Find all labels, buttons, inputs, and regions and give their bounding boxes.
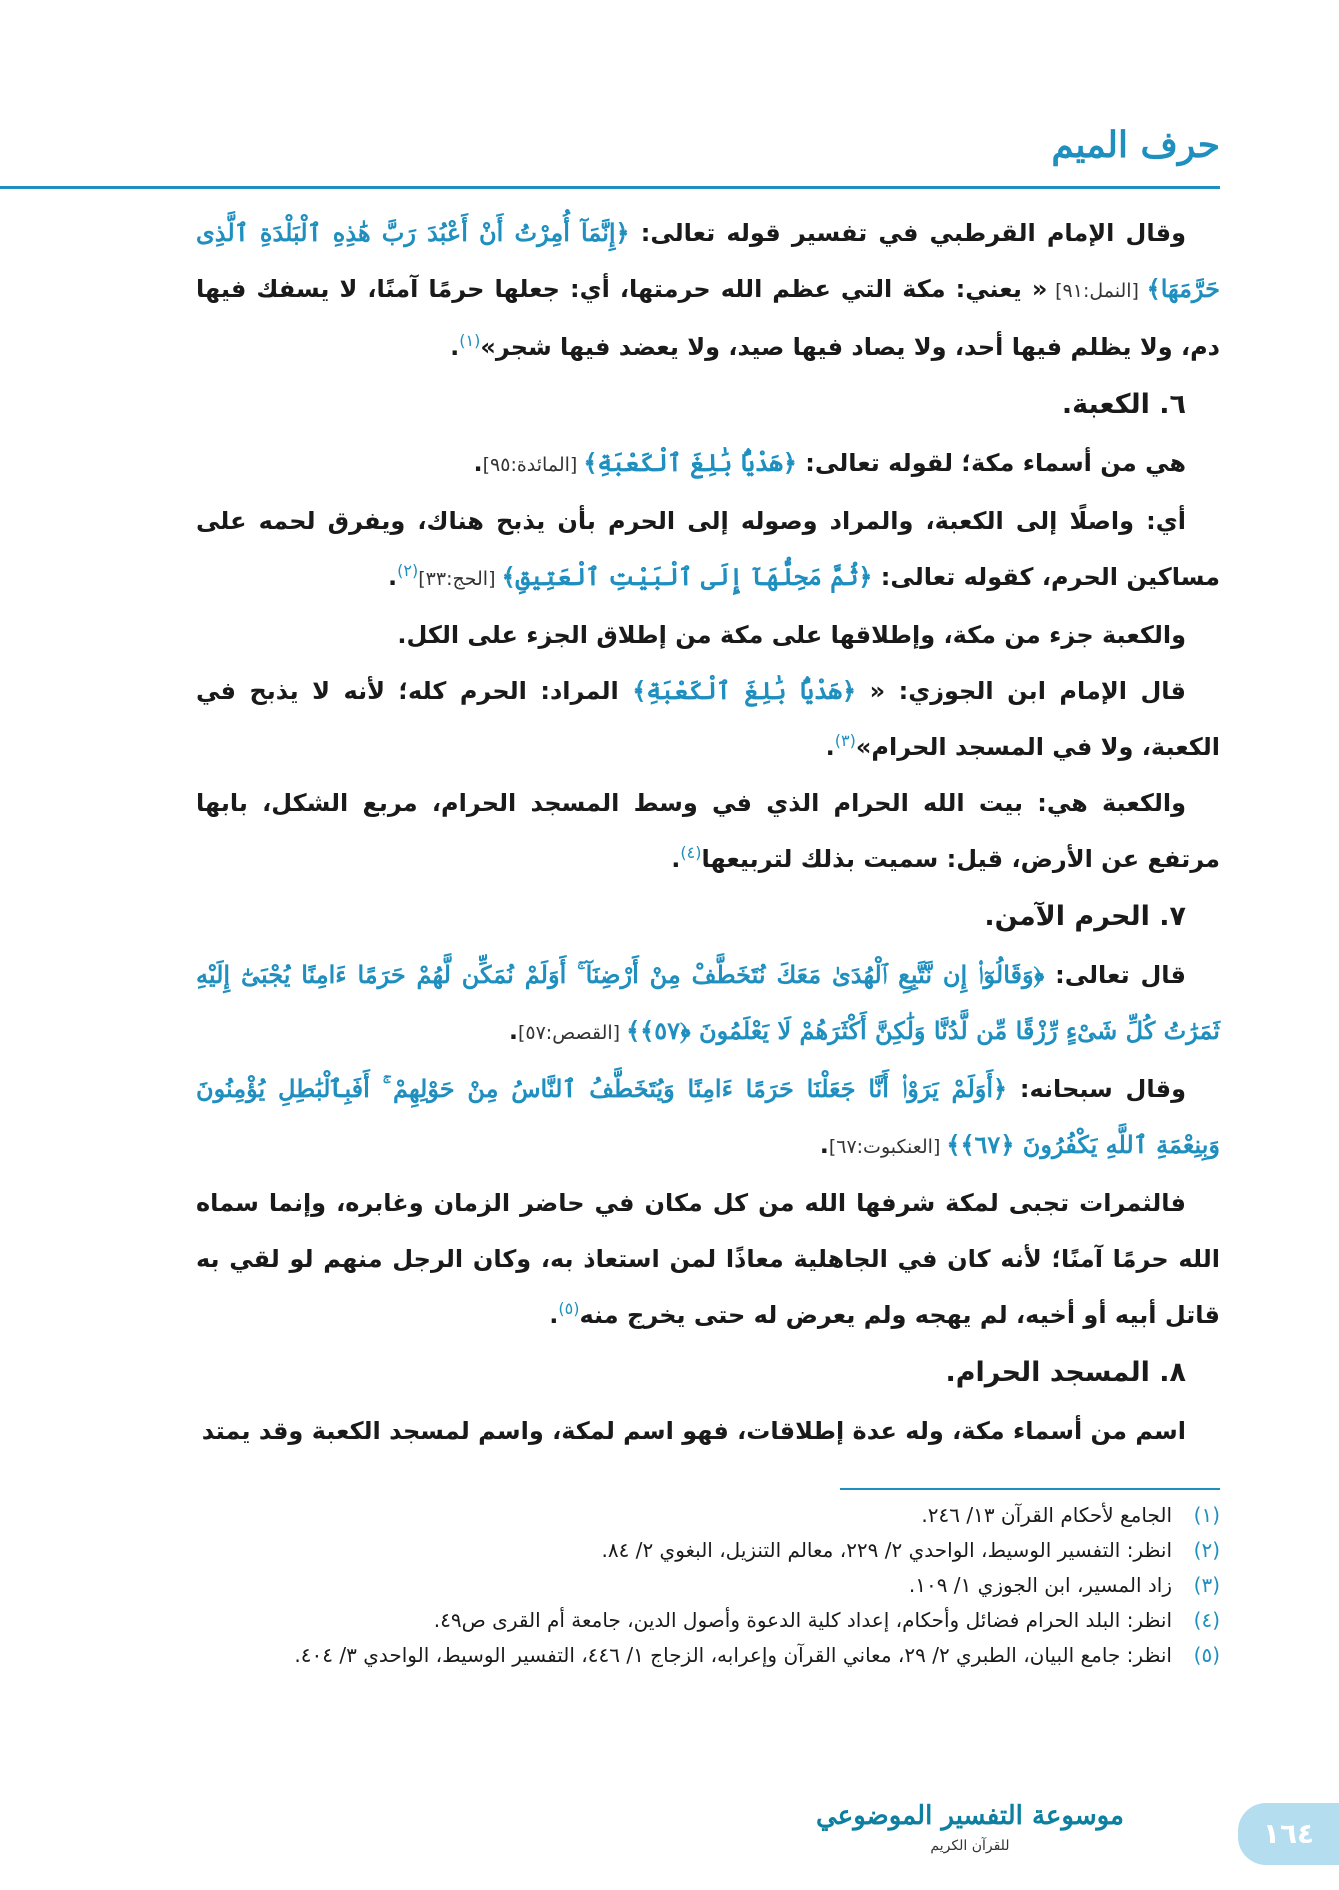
paragraph-ankabut-verse (196, 1061, 1220, 1175)
footnote-number: (٤) (1193, 1608, 1220, 1632)
paragraph-kaaba-name (196, 435, 1220, 493)
quran-verse: ﴿وَقَالُوٓا۟ إِن نَّتَّبِعِ ٱلْهُدَىٰ مَعَكَ نُتَخَطَّفْ مِنْ أَرْضِنَآ ۚ أَوَلَمْ نُمَكِّن لَّهُمْ حَرَمًا ءَامِنًا يُجْبَىٰٓ إِلَيْهِ ثَمَرَٰتُ كُلِّ شَىْءٍ رِّزْقًا مِّن لَّدُنَّا وَلَٰكِنَّ أَكْثَرَهُمْ لَا يَعْلَمُونَ ﴿٥٧﴾﴾ (196, 960, 1220, 1045)
footnote-number: (٣) (1193, 1573, 1220, 1597)
paragraph-kaaba-desc (196, 775, 1220, 887)
footnote-text: انظر: البلد الحرام فضائل وأحكام، إعداد كلية الدعوة وأصول الدين، جامعة أم القرى ص٤٩. (433, 1608, 1172, 1632)
quran-verse: ﴿إِنَّمَآ أُمِرْتُ أَنْ أَعْبُدَ رَبَّ هَٰذِهِ ٱلْبَلْدَةِ ٱلَّذِى حَرَّمَهَا﴾ (196, 218, 1221, 303)
encyclopedia-logo (760, 1795, 1180, 1869)
footnote-divider (840, 1488, 1220, 1490)
footnotes (196, 1500, 1220, 1675)
text: فالثمرات تجبى لمكة شرفها الله من كل مكان في حاضر الزمان وغابره، وإنما سماه الله حرمًا آمنًا؛ لأنه كان في الجاهلية معاذًا لمن استعاذ به، وكان الرجل منهم لو لقي به قاتل أبيه أو أخيه، لم يهجه ولم يعرض له حتى يخرج منه (196, 1189, 1220, 1329)
quran-verse: ﴿أَوَلَمْ يَرَوْا۟ أَنَّا جَعَلْنَا حَرَمًا ءَامِنًا وَيُتَخَطَّفُ ٱلنَّاسُ مِنْ حَوْلِهِمْ ۚ أَفَبِٱلْبَٰطِلِ يُؤْمِنُونَ وَبِنِعْمَةِ ٱللَّهِ يَكْفُرُونَ ﴿٦٧﴾﴾ (196, 1074, 1220, 1159)
text: . (549, 1301, 559, 1329)
footnote-marker: (٥) (558, 1299, 580, 1318)
text: . (388, 563, 398, 591)
footnote-number: (١) (1193, 1503, 1220, 1527)
verse-reference: [المائدة:٩٥] (482, 454, 584, 476)
footnote-marker: (٢) (397, 561, 419, 580)
quran-verse: ﴿ثُمَّ مَحِلُّهَآ إِلَى ٱلْبَيْتِ ٱلْعَتِيقِ﴾ (501, 562, 873, 591)
quran-verse: ﴿هَدْيًۢا بَٰلِغَ ٱلْكَعْبَةِ﴾ (583, 448, 797, 477)
text: قال الإمام ابن الجوزي: « (856, 677, 1187, 705)
text: . (450, 333, 460, 361)
text: « يعني: مكة التي عظم الله حرمتها، أي: جعلها حرمًا آمنًا، لا يسفك فيها دم، ولا يظلم فيها أحد، ولا يصاد فيها صيد، ولا يعضد فيها شجر» (196, 275, 1220, 361)
paragraph-ibn-jawzi (196, 663, 1220, 775)
footnote-item (196, 1640, 1220, 1671)
paragraph-kaaba-part: والكعبة جزء من مكة، وإطلاقها على مكة من إطلاق الجزء على الكل. (397, 621, 1186, 649)
page-number: ١٦٤ (1238, 1803, 1339, 1865)
footnote-item (196, 1535, 1220, 1566)
footnote-marker: (٤) (680, 843, 702, 862)
chapter-title: حرف الميم (1051, 124, 1220, 166)
footnote-text: انظر: جامع البيان، الطبري ٢/ ٢٩، معاني القرآن وإعرابه، الزجاج ١/ ٤٤٦، التفسير الوسيط، الواحدي ٣/ ٤٠٤. (294, 1643, 1172, 1667)
text: والكعبة هي: بيت الله الحرام الذي في وسط المسجد الحرام، مربع الشكل، بابها مرتفع عن الأرض، قيل: سميت بذلك لتربيعها (196, 789, 1220, 873)
text: . (671, 845, 681, 873)
footnote-item (196, 1605, 1220, 1636)
section-heading-haram: ٧. الحرم الآمن. (984, 901, 1186, 932)
verse-reference: [الحج:٣٣] (418, 568, 502, 590)
footnote-marker: (٣) (834, 731, 856, 750)
section-heading-masjid: ٨. المسجد الحرام. (945, 1357, 1186, 1388)
logo-title: موسوعة التفسير الموضوعي (816, 1801, 1124, 1831)
text: . (473, 449, 483, 477)
footnote-item (196, 1570, 1220, 1601)
paragraph-kaaba-meaning (196, 493, 1220, 607)
quran-verse: ﴿هَدْيًۢا بَٰلِغَ ٱلْكَعْبَةِ﴾ (632, 676, 857, 705)
main-text (196, 205, 1220, 1459)
footnote-item (196, 1500, 1220, 1531)
footnote-marker: (١) (459, 331, 481, 350)
text: وقال الإمام القرطبي في تفسير قوله تعالى: (629, 219, 1186, 247)
footnote-text: زاد المسير، ابن الجوزي ١/ ١٠٩. (908, 1573, 1172, 1597)
text: . (825, 733, 835, 761)
verse-reference: [العنكبوت:٦٧] (828, 1136, 947, 1158)
text: هي من أسماء مكة؛ لقوله تعالى: (796, 449, 1186, 477)
footnote-number: (٢) (1193, 1538, 1220, 1562)
paragraph-fruits (196, 1175, 1220, 1343)
page-header (0, 118, 1220, 189)
text: أي: واصلًا إلى الكعبة، والمراد وصوله إلى الحرم بأن يذبح هناك، ويفرق لحمه على مساكين الحرم، كقوله تعالى: (196, 507, 1220, 591)
footnote-number: (٥) (1193, 1643, 1220, 1667)
text: وقال سبحانه: (1007, 1075, 1186, 1103)
paragraph-qurtubi (196, 205, 1220, 375)
paragraph-masjid: اسم من أسماء مكة، وله عدة إطلاقات، فهو اسم لمكة، واسم لمسجد الكعبة وقد يمتد (201, 1417, 1186, 1445)
verse-reference: [القصص:٥٧] (517, 1022, 627, 1044)
text: . (508, 1017, 518, 1045)
text: المراد: الحرم كله؛ لأنه لا يذبح في الكعبة، ولا في المسجد الحرام» (196, 677, 1220, 761)
text: . (819, 1131, 829, 1159)
verse-reference: [النمل:٩١] (1047, 280, 1147, 302)
section-heading-kaaba: ٦. الكعبة. (1061, 389, 1186, 420)
footnote-text: انظر: التفسير الوسيط، الواحدي ٢/ ٢٢٩، معالم التنزيل، البغوي ٢/ ٨٤. (601, 1538, 1172, 1562)
logo-subtitle: للقرآن الكريم (930, 1838, 1010, 1854)
text: قال تعالى: (1044, 961, 1186, 989)
paragraph-qasas-verse (196, 947, 1220, 1061)
footnote-text: الجامع لأحكام القرآن ١٣/ ٢٤٦. (921, 1503, 1172, 1527)
